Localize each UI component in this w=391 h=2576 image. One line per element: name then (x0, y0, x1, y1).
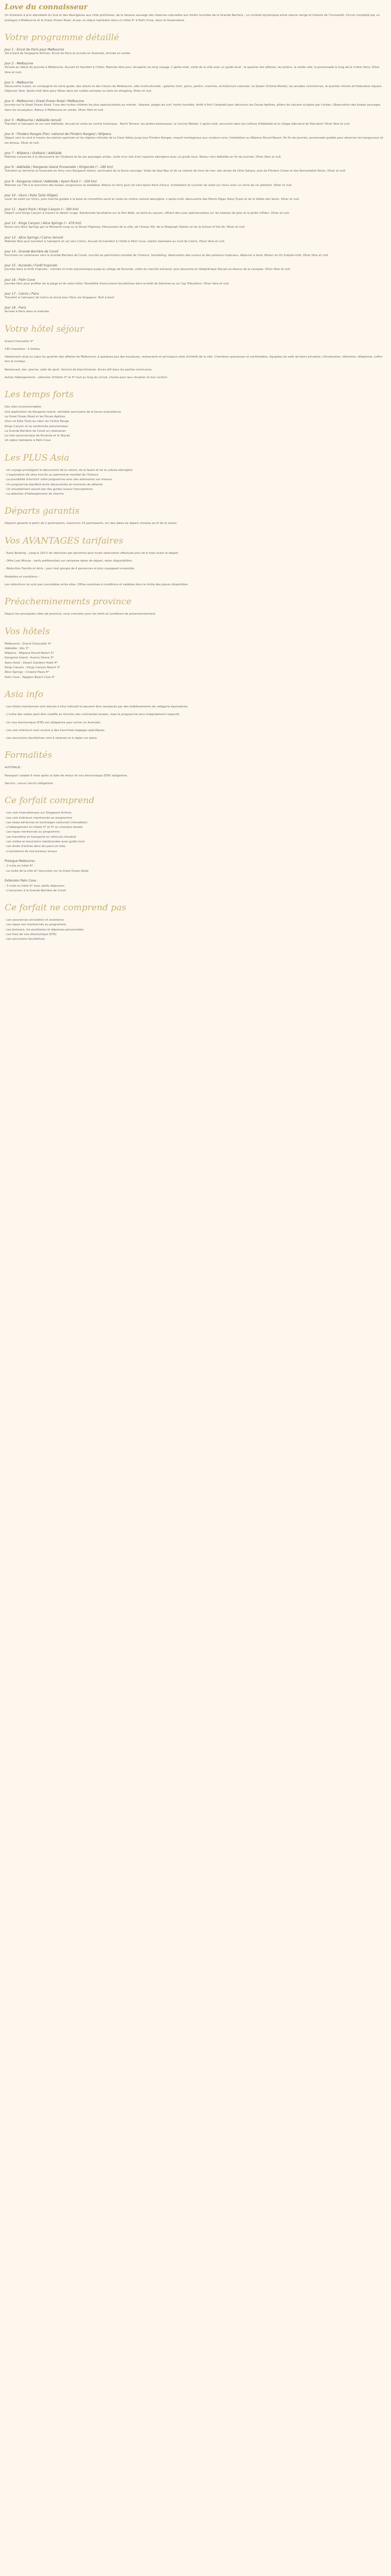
day-title: Jour 14 : Grande Barrière de Corail (5, 250, 58, 254)
day-title: Jour 1 : Envol de Paris pour Melbourne (5, 48, 64, 52)
day-item (5, 194, 386, 202)
day-description: Arrivée à Paris dans la matinée. (5, 310, 50, 314)
advantages-paragraphs (5, 551, 386, 587)
asiainfo-paragraph: - Un visa électronique (ETA) est obligatoire pour entrer en Australie. (5, 721, 101, 724)
day-item (5, 99, 386, 113)
included-item: - Les vols internationaux sur Singapore Airlines (5, 811, 72, 815)
times-item: Une exploration de Kangaroo Island, véritable sanctuaire de la faune australienne (5, 410, 121, 414)
hotel-heading: Votre hôtel séjour (5, 324, 84, 334)
intro-text: Un itinéraire à prix abordable du Sud et des Aborigènes aux cités primitives, de la Savane sauvage des réserves naturelles aux forêts humides de la Grande Barrière ; un cocktail dynamique entre nature vierge et histoire de l'humanité. Circuit complété par un prologue à Melbourne et le Great Ocean Road, et par un séjour balnéaire dans un hôtel 4* à Palm Cove, dans le Queensland. (5, 14, 380, 22)
hotel-paragraph: Autres hébergements : sélection d'hôtels 3* et 4* tout au long du circuit, choisis pour leur situation et leur confort. (5, 376, 168, 380)
day-description: Arrivée en début de journée à Melbourne. Accueil et transfert à l'hôtel. Matinée libre pour récupérer du long voyage. L'après-midi, visite de la ville avec un guide local : le quartier des affaires, les jardins, la vieille ville, la promenade le long de la rivière Yarra. Dîner libre et nuit. (5, 66, 380, 74)
hotel-paragraphs (5, 340, 386, 381)
asiainfo-heading: Asia info (5, 689, 43, 700)
hotel-list-item: Alice Springs : Crowne Plaza 4* (5, 671, 49, 674)
program-heading: Votre programme détaillé (5, 32, 119, 43)
included-item: - Les droits d'entrée dans les parcs et sites (5, 845, 66, 849)
day-description: Journée dans la forêt tropicale : montée en train panoramique jusqu'au village de Kuranda, visite du marché artisanal, puis descente en téléphérique Skyrail au-dessus de la canopée. Dîner libre et nuit. (5, 268, 291, 272)
day-description: Matinée libre puis transfert à l'aéroport et vol vers Cairns. Accueil et transfert à l'hôtel à Palm Cove, station balnéaire au nord de Cairns. Dîner libre et nuit. (5, 240, 225, 243)
hotel-paragraph: Idéalement situé au cœur du quartier des affaires de Melbourne, à quelques pas des boutiques, restaurants et principaux sites d'intérêt de la ville. Chambres spacieuses et confortables, équipées de salle de bains privative, climatisation, télévision, téléphone, coffre-fort et minibar. (5, 355, 383, 364)
day-list (5, 48, 386, 315)
hotel-list-item: Ayers Rock : Desert Gardens Hotel 4* (5, 661, 58, 665)
notincluded-item: - Les frais de visa électronique (ETA) (5, 933, 57, 937)
day-description: Transfert à l'aéroport et vol vers Adélaïde. Accueil et visite du centre historique : North Terrace, les jardins botaniques, le Central Market. L'après-midi, excursion dans les collines d'Adélaïde et le village allemand de Hahndorf. Dîner libre et nuit. (5, 123, 351, 126)
departures-text: Départs garantis à partir de 2 participants, maximum 24 participants, sur des dates de départ choisies au fil de la saison. (5, 522, 178, 526)
hotels-list (5, 642, 386, 680)
day-description: Route vers Alice Springs par la Mereenie Loop ou la Stuart Highway. Découverte de la ville, de l'Anzac Hill, de la Telegraph Station et de la School of the Air. Dîner et nuit. (5, 226, 246, 229)
plus-section (5, 453, 386, 497)
times-item: Un séjour balnéaire à Palm Cove (5, 439, 51, 443)
included-heading: Ce forfait comprend (5, 795, 95, 806)
plus-item: - L'exploration de sites inscrits au patrimoine mondial de l'Unesco (5, 473, 99, 477)
included-item: - Les vols intérieurs mentionnés au programme (5, 816, 72, 820)
asiainfo-paragraph: - Les hôtels mentionnés sont donnés à titre indicatif et peuvent être remplacés par des établissements de catégorie équivalente. (5, 705, 189, 708)
notincluded-item: - Les assurances annulation et assistance (5, 919, 64, 922)
day-description: Départ vers le nord à travers les plaines agricoles et les régions viticoles de la Clare Valley jusqu'aux Flinders Ranges, massif montagneux aux couleurs ocre. Installation au Wilpena Pound Resort. En fin de journée, promenade guidée pour observer les kangourous et les émeus. Dîner et nuit. (5, 137, 383, 145)
advantages-paragraph: - Early Booking : jusqu'à 150 € de réduction par personne pour toute réservation effectuée plus de 6 mois avant le départ. (5, 551, 179, 555)
day-title: Jour 12 : Kings Canyon / Alice Springs (~ 470 km) (5, 222, 82, 226)
notincluded-item: - Les repas non mentionnés au programme (5, 923, 66, 927)
pre-heading: Préacheminements province (5, 597, 132, 607)
day-title: Jour 16 : Palm Cove (5, 278, 35, 282)
advantages-paragraph: Modalités et conditions : (5, 575, 40, 579)
day-description: Vol à bord de Singapore Airlines. Envol de Paris et arrivée en Australie, Arrivée en soirée. (5, 52, 131, 55)
formalities-paragraph: Passeport valable 6 mois après la date de retour et visa électronique (ETA) obligatoire. (5, 774, 128, 777)
day-description: Transfert au terminal et traversée en ferry vers Kangaroo Island, sanctuaire de la faune sauvage. Visite de Seal Bay et de sa colonie de lions de mer, des dunes de Little Sahara, puis de Flinders Chase et des Remarkable Rocks. Dîner et nuit. (5, 170, 347, 173)
hotels-list-heading: Vos hôtels (5, 626, 50, 637)
hotel-paragraph: Grand Chancellor 4* (5, 340, 34, 343)
times-item: Kings Canyon et sa randonnée panoramique (5, 425, 68, 428)
advantages-paragraph: - Offre Last Minute : tarifs préférentiels sur certaines dates de départ, selon disponibilités. (5, 560, 133, 563)
day-description: Lever de soleil sur Uluru, puis marche guidée à la base du monolithe sacré et visite du centre culturel aborigène. L'après-midi, découverte des Monts Olgas (Kata Tjuta) et de la Vallée des Vents. Dîner et nuit. (5, 197, 300, 201)
advantages-paragraph: - Réduction Famille et Amis : pour tout groupe de 4 personnes et plus voyageant ensemble. (5, 567, 135, 571)
day-title: Jour 3 : Melbourne (5, 80, 34, 84)
day-description: Départ vers Kings Canyon à travers le désert rouge. Randonnée facultative sur le Rim Walk, au bord du canyon, offrant des vues spectaculaires sur les falaises de grès et le Jardin d'Éden. Dîner et nuit. (5, 212, 290, 215)
included-ext-item: - 3 nuits en hôtel 4* avec petits déjeuners (5, 884, 64, 888)
day-description: Excursion en catamaran vers la Grande Barrière de Corail, inscrite au patrimoine mondial de l'Unesco. Snorkeling, observation des coraux et des poissons tropicaux, déjeuner à bord. Retour en fin d'après-midi. Dîner libre et nuit. (5, 254, 329, 258)
included-item: - L'hébergement en hôtels 3* et 4* en chambre double (5, 826, 83, 829)
day-item (5, 292, 386, 300)
hotel-list-item: Kings Canyon : Kings Canyon Resort 3* (5, 666, 60, 670)
included-item: - Les taxes aériennes et surcharges carburant (révisables) (5, 821, 88, 824)
formalities-paragraphs (5, 766, 386, 786)
day-description: Matinée consacrée à la découverte de l'Outback et de ses paysages arides, visite d'un site d'art rupestre aborigène avec un guide local. Retour vers Adélaïde en fin de journée. Dîner libre et nuit. (5, 155, 282, 159)
intro-section (5, 3, 386, 23)
included-sub-list (5, 864, 386, 874)
day-item (5, 81, 386, 94)
plus-heading: Les PLUS Asia (5, 452, 70, 463)
day-item (5, 48, 386, 56)
times-heading: Les temps forts (5, 389, 74, 400)
departures-heading: Départs garantis (5, 506, 80, 517)
day-title: Jour 2 : Melbourne (5, 62, 34, 66)
times-item: Des sites incontournables (5, 405, 41, 409)
day-item (5, 208, 386, 216)
day-title: Jour 4 : Melbourne / Great Ocean Road / Melbourne (5, 99, 84, 104)
included-sub-item: - 2 nuits en hôtel 4* (5, 865, 33, 868)
hotel-list-item: Adélaïde : Ibis 3* (5, 647, 29, 650)
day-item (5, 250, 386, 258)
intro-title: Love du connaisseur (5, 3, 88, 11)
notincluded-item: - Les boissons, les pourboires et dépenses personnelles (5, 928, 84, 931)
hotel-list-item: Wilpena : Wilpena Pound Resort 3* (5, 652, 54, 655)
day-item (5, 222, 386, 230)
notincluded-list (5, 918, 386, 942)
notincluded-item: - Les excursions facultatives (5, 938, 45, 941)
day-item (5, 306, 386, 314)
included-list (5, 811, 386, 854)
asiainfo-paragraph: - Les vols intérieurs sont soumis à des franchises bagages spécifiques. (5, 728, 105, 732)
day-description: Journée libre pour profiter de la plage et de votre hôtel. Possibilité d'excursions facultatives dans la forêt de Daintree ou au Cap Tribulation. Dîner libre et nuit. (5, 282, 230, 285)
document (0, 0, 391, 942)
day-description: Découverte à pied, en compagnie de votre guide, des atouts et des trésors de Melbourne, ville multiculturelle : galeries d'art, parcs, jardins, marchés, architecture coloniale. Le Queen Victoria Market, les arcades victoriennes, le quartier chinois et Federation Square. Déjeuner libre. Après-midi libre pour flâner dans les ruelles animées ou faire du shopping. Dîner et nuit. (5, 84, 383, 93)
day-item (5, 264, 386, 272)
included-item: - L'assistance de nos bureaux locaux (5, 850, 57, 853)
hotel-paragraph: 145 chambres - 5 étoiles (5, 347, 40, 351)
day-description: Matinée sur l'île à la rencontre des koalas, kangourous et wallabies. Retour en ferry puis vol vers Ayers Rock (Uluru). Installation et coucher de soleil sur Uluru avec un verre de vin pétillant. Dîner et nuit. (5, 183, 292, 187)
day-title: Jour 5 : Melbourne / Adélaïde (envol) (5, 118, 61, 123)
asiainfo-paragraph: - L'ordre des visites peut être modifié en fonction des contraintes locales, mais le programme sera intégralement respecté. (5, 713, 180, 717)
day-description: Journée sur la Great Ocean Road, l'une des routes côtières les plus spectaculaires au monde : falaises, plages de surf, forêts humides. Arrêt à Port Campbell pour découvrir les Douze Apôtres, piliers de calcaire sculptés par l'océan. Observation des koalas sauvages dans les eucalyptus. Retour à Melbourne en soirée. Dîner libre et nuit. (5, 104, 381, 112)
included-sub-item: - La visite de la ville et l'excursion sur la Great Ocean Road (5, 869, 89, 873)
day-item (5, 151, 386, 160)
day-title: Jour 8 : Adélaïde / Kangaroo Island (traversée) / Kingscote (~ 180 km) (5, 165, 113, 170)
hotels-list-section (5, 626, 386, 680)
times-list (5, 405, 386, 443)
asiainfo-paragraph: - Les excursions facultatives sont à réserver et à régler sur place. (5, 737, 98, 740)
included-item: - Les visites et excursions mentionnées avec guide local (5, 840, 85, 844)
day-title: Jour 6 : Flinders Ranges (Parc national de Flinders Ranges) / Wilpena (5, 132, 111, 137)
advantages-paragraph: Les réductions ne sont pas cumulables entre elles. Offres soumises à conditions et valables dans la limite des places disponibles. (5, 583, 189, 586)
day-title: Jour 10 : Uluru / Kata Tjuta (Olgas) (5, 193, 58, 197)
notincluded-heading: Ce forfait ne comprend pas (5, 903, 126, 913)
day-title: Jour 15 : Kuranda / Forêt tropicale (5, 264, 57, 268)
day-title: Jour 17 : Cairns / Paris (5, 292, 39, 296)
included-ext-item: - L'excursion à la Grande Barrière de Corail (5, 889, 66, 892)
plus-item: - Un voyage privilégiant la découverte de la nature, de la faune et de la culture aborigène (5, 468, 133, 472)
included-ext-heading: Extension Palm Cove : (5, 879, 38, 883)
included-section (5, 795, 386, 893)
day-item (5, 165, 386, 174)
times-item: La Grande Barrière de Corail en catamaran (5, 429, 66, 433)
hotel-list-item: Melbourne : Grand Chancellor 4* (5, 642, 52, 646)
times-item: Uluru et Kata Tjuta au cœur du Centre Rouge (5, 420, 69, 423)
day-item (5, 180, 386, 188)
plus-item: - La possibilité d'enrichir votre programme avec des extensions sur mesure (5, 478, 112, 482)
day-title: Jour 13 : Alice Springs / Cairns (envol) (5, 235, 63, 240)
formalities-paragraph: AUSTRALIE : (5, 766, 22, 770)
plus-item: - Un encadrement assuré par des guides locaux francophones (5, 487, 93, 491)
plus-item: - Un programme équilibré entre découvertes et moments de détente (5, 483, 103, 486)
plus-list (5, 468, 386, 497)
formalities-paragraph: Vaccins : aucun vaccin obligatoire. (5, 782, 54, 785)
included-sub-heading: Prologue Melbourne : (5, 859, 37, 863)
advantages-heading: Vos AVANTAGES tarifaires (5, 535, 123, 546)
day-item (5, 132, 386, 146)
times-section (5, 389, 386, 443)
formalities-section (5, 750, 386, 786)
hotel-paragraph: Restaurant, bar, piscine, salle de sport. Service de blanchisserie. Accès wifi dans les parties communes. (5, 368, 153, 371)
day-description: Transfert à l'aéroport de Cairns et envol pour Paris via Singapour. Nuit à bord. (5, 296, 115, 299)
day-item (5, 118, 386, 127)
included-ext-list (5, 884, 386, 894)
day-title: Jour 9 : Kangaroo Island / Adélaïde / Ayers Rock (~ 100 km) (5, 179, 97, 183)
day-item (5, 278, 386, 286)
notincluded-section (5, 903, 386, 942)
hotel-list-item: Kangaroo Island : Aurora Ozone 3* (5, 656, 54, 660)
advantages-section (5, 536, 386, 587)
times-item: La Great Ocean Road et les Douze Apôtres (5, 415, 66, 418)
day-item (5, 62, 386, 75)
included-item: - Les transferts et transports en véhicule climatisé (5, 835, 76, 839)
formalities-heading: Formalités (5, 750, 52, 761)
day-title: Jour 7 : Wilpena / Outback / Adélaïde (5, 151, 62, 155)
departures-section (5, 506, 386, 526)
included-item: - Les repas mentionnés au programme (5, 831, 60, 834)
pre-section (5, 597, 386, 617)
day-title: Jour 11 : Ayers Rock / Kings Canyon (~ 300 km) (5, 208, 79, 212)
program-section (5, 32, 386, 315)
times-item: Le train panoramique de Kuranda et le Skyrail (5, 434, 70, 438)
pre-text: Depuis les principales villes de province, nous consulter pour les tarifs et conditions de préacheminement. (5, 613, 156, 616)
day-title: Jour 18 : Paris (5, 306, 26, 310)
hotel-section (5, 324, 386, 381)
asiainfo-paragraphs (5, 705, 386, 741)
plus-item: - La sélection d'hébergements de charme (5, 493, 64, 496)
asiainfo-section (5, 689, 386, 741)
day-item (5, 236, 386, 244)
hotel-list-item: Palm Cove : Peppers Beach Club 4* (5, 675, 55, 679)
